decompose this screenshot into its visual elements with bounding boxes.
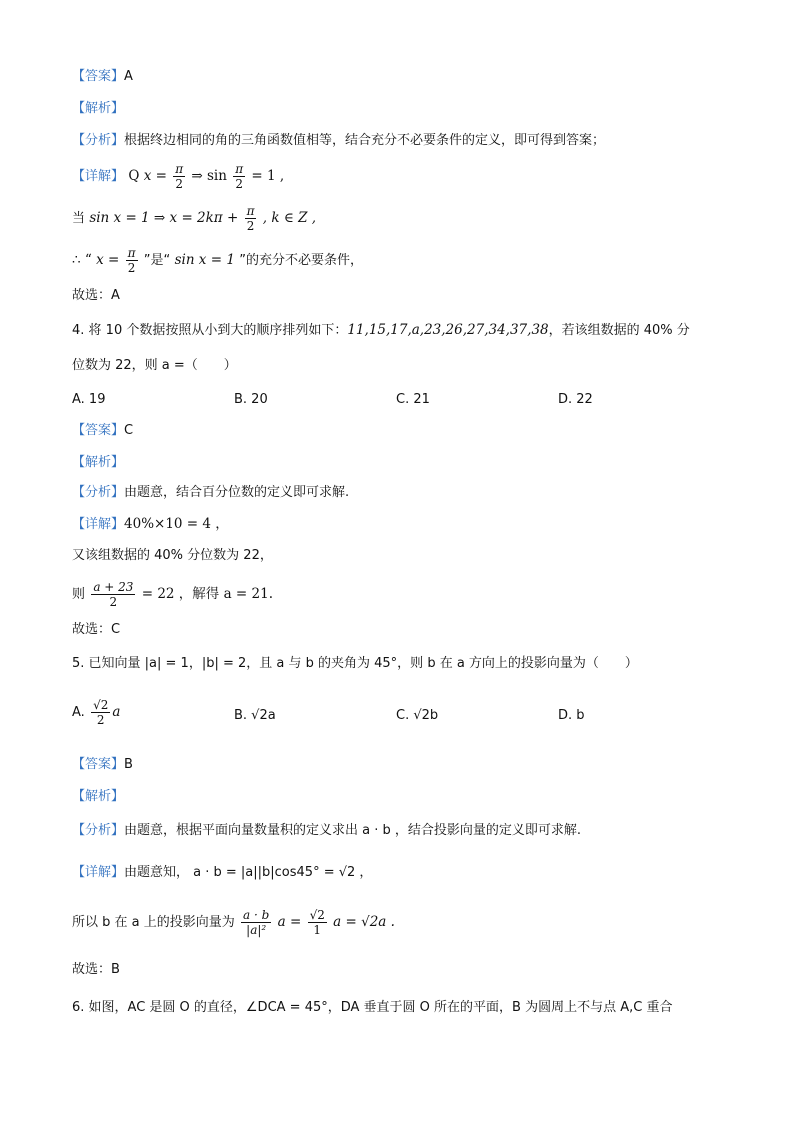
q4-fenxi-line — [72, 482, 349, 503]
math-text: ⇒ sin — [191, 168, 227, 184]
math-text: = 1 , — [251, 168, 285, 184]
detail-tag: 【详解】 — [72, 517, 125, 532]
analysis-tag: 【解析】 — [72, 101, 125, 116]
q4-option-d: D. 22 — [558, 392, 593, 407]
text: ”是“ — [143, 253, 171, 268]
math-text: = 22 ，解得 a = 21. — [141, 586, 273, 602]
q5-detail-line-2 — [72, 908, 395, 937]
q5-stem: 5. 已知向量 |a| = 1，|b| = 2，且 a 与 b 的夹角为 45°，则 b 在 a 方向上的投影向量为（ ） — [72, 656, 638, 671]
text: 当 — [72, 211, 86, 226]
q5-detail-line-1 — [72, 862, 372, 883]
fraction: $\frac{\pi}{2}$ — [235, 162, 244, 191]
q5-analysis-line — [72, 786, 124, 807]
fenxi-tag: 【分析】 — [72, 485, 125, 500]
text: ∴ “ — [72, 252, 92, 268]
q4-option-b: B. 20 — [234, 392, 268, 407]
q3-fenxi-line — [72, 130, 605, 151]
fenxi-tag: 【分析】 — [72, 823, 125, 838]
text: 所以 b 在 a 上的投影向量为 — [72, 915, 235, 930]
math-text: x = — [96, 252, 120, 268]
q4-option-c: C. 21 — [396, 392, 430, 407]
fraction: $\frac{a \cdot b}{\text{|a|²}}$ — [243, 908, 270, 937]
math-text: a = — [277, 914, 302, 930]
fraction: $\frac{√2}{2}$ — [93, 698, 109, 727]
fraction: $\frac{√2}{1}$ — [309, 908, 325, 937]
math-text: , k ∈ Z , — [262, 210, 317, 226]
q3-choose: 故选：A — [72, 288, 120, 303]
q5-fenxi-line — [72, 820, 581, 841]
math-text: sin x = 1 ⇒ x = 2kπ + — [89, 210, 239, 226]
math-text: 由题意知， a · b = |a||b|cos45° = √2 ， — [124, 865, 373, 880]
answer-value: C — [124, 423, 134, 438]
fraction: $\frac{\pi}{2}$ — [127, 246, 136, 275]
answer-value: B — [124, 757, 133, 772]
fenxi-tag: 【分析】 — [72, 133, 125, 148]
q4-answer-line — [72, 420, 133, 441]
q5-option-b: B. √2a — [234, 708, 276, 723]
math-text: sin x = 1 — [174, 252, 235, 268]
q5-option-d: D. b — [558, 708, 585, 723]
detail-tag: 【详解】 — [72, 865, 125, 880]
analysis-tag: 【解析】 — [72, 455, 125, 470]
answer-tag: 【答案】 — [72, 757, 125, 772]
q4-choose: 故选：C — [72, 622, 121, 637]
fraction: $\frac{\pi}{2}$ — [175, 162, 184, 191]
q4-analysis-line — [72, 452, 124, 473]
q5-option-c: C. √2b — [396, 708, 439, 723]
q4-detail-line-2: 又该组数据的 40% 分位数为 22， — [72, 548, 273, 563]
detail-tag: 【详解】 — [72, 169, 125, 184]
text: ”的充分不必要条件， — [239, 253, 363, 268]
option-label: A. — [72, 705, 85, 720]
q4-stem-line-2: 位数为 22，则 a =（ ） — [72, 358, 237, 373]
q5-answer-line — [72, 754, 133, 775]
text: 4. 将 10 个数据按照从小到大的顺序排列如下： — [72, 323, 348, 338]
math-text: 11,15,17,a,23,26,27,34,37,38 — [347, 322, 549, 338]
math-text: a — [112, 704, 121, 720]
fraction: $\frac{a + 23}{2}$ — [93, 580, 134, 609]
q6-stem: 6. 如图，AC 是圆 O 的直径，∠DCA = 45°，DA 垂直于圆 O 所在的平面，B 为圆周上不与点 A,C 重合 — [72, 1000, 673, 1015]
q3-analysis-line — [72, 98, 124, 119]
q4-detail-line-1 — [72, 514, 229, 535]
q4-option-a: A. 19 — [72, 392, 106, 407]
q3-detail-line-2 — [72, 204, 316, 233]
math-text: a = √2a . — [333, 914, 395, 930]
fraction: $\frac{\pi}{2}$ — [246, 204, 255, 233]
math-text: Q — [128, 168, 140, 184]
q4-stem-line-1 — [72, 320, 690, 341]
fenxi-text: 由题意，结合百分位数的定义即可求解. — [124, 485, 350, 500]
math-text: 40%×10 = 4 ， — [124, 516, 229, 532]
q5-option-a — [72, 698, 120, 727]
answer-tag: 【答案】 — [72, 423, 125, 438]
analysis-tag: 【解析】 — [72, 789, 125, 804]
q3-detail-line-3 — [72, 246, 363, 275]
answer-value: A — [124, 69, 133, 84]
q3-detail-line-1 — [72, 162, 284, 191]
fenxi-text: 由题意，根据平面向量数量积的定义求出 a · b ，结合投影向量的定义即可求解. — [124, 823, 582, 838]
text: ，若该组数据的 40% 分 — [548, 323, 690, 338]
answer-tag: 【答案】 — [72, 69, 125, 84]
text: 则 — [72, 587, 86, 602]
q5-choose: 故选：B — [72, 962, 120, 977]
math-text: x = — [143, 168, 167, 184]
q3-answer-line — [72, 66, 133, 87]
q4-detail-line-3 — [72, 580, 273, 609]
fenxi-text: 根据终边相同的角的三角函数值相等，结合充分不必要条件的定义，即可得到答案； — [124, 133, 606, 148]
